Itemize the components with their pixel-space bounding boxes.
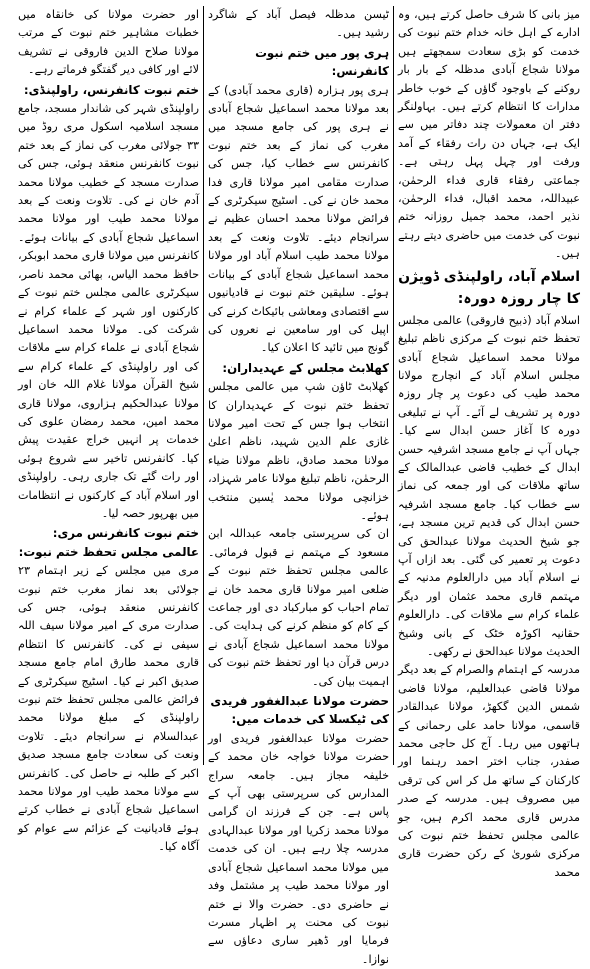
paragraph: کھلابٹ ٹاؤن شپ میں عالمی مجلس تحفظ ختم نبوت کے عہدیداران کا انتخاب ہوا جس کے تحت امیر مولانا غازی علم الدین شہید، ناظم اعلیٰ مولانا محمد صادق، ناظم مولانا ضیاء الرحمٰن، ناظم تبلیغ مولانا عامر شہزاد، خزانچی مولانا محمد یٰسین منتخب ہوئے۔	[208, 380, 389, 522]
column-left	[14, 6, 204, 854]
paragraph: ٹیسن مدظلہ فیصل آباد کے شاگرد رشید ہیں۔	[208, 8, 389, 40]
column-middle	[204, 6, 394, 966]
section-heading: ختم نبوت کانفرنس مری: عالمی مجلس تحفظ ختم نبوت:	[18, 526, 199, 559]
paragraph: ہری پور ہزارہ (قاری محمد آبادی) کے بعد مولانا محمد اسماعیل شجاع آبادی نے ہری پور کی جامع مسجد میں مغرب کی نماز کے بعد ختم نبوت کانفرنس سے خطاب کیا، جس کی صدارت مقامی امیر مولانا قاری فدا محمد خان نے کی۔ اسٹیج سیکرٹری کے فرائض مولانا محمد احسان عظیم نے سرانجام دیئے۔ تلاوت ونعت کے بعد مولانا محمد طیب اسلام آباد اور مولانا محمد اسماعیل شجاع آبادی کے بیانات ہوئے۔ سلیقین ختم نبوت نے قادیانیوں سے اقتصادی ومعاشی بائیکاٹ کرنے کی اپیل کی اور سامعین نے نعروں کی گونج میں تائید کا اعلان کیا۔	[208, 83, 389, 355]
section-heading: ہری پور میں ختم نبوت کانفرنس:	[255, 45, 389, 79]
paragraph: اور حضرت مولانا کی خانقاہ میں خطبات مشاہیر ختم نبوت کے مرتب مولانا صلاح الدین فاروقی نے تشریف لائے اور کافی دیر گفتگو فرماتے رہے۔	[18, 8, 199, 77]
paragraph: میز بانی کا شرف حاصل کرتے ہیں، وہ ادارے کے اہل خانہ خدام ختم نبوت کی خدمت کو بڑی سعادت سمجھتے ہیں مولانا شجاع آبادی مدظلہ کے بار بار روکنے کے باوجود گاؤں کے خوب خاطر مدارات کا انتظام کرتے ہیں۔ بہاولنگر دفتر ان معمولات چند دفاتر میں سے ایک ہے، جہاں دن رات رفقاء کے آمد ورفت اور چہل پہل رہتی ہے۔ جماعتی رفقاء قاری فداء الرحمٰن، عبیداللہ، محمد اقبال، فداء الرحمٰن، نذیر احمد، محمد جمیل روزانہ ختم نبوت کی خدمت میں حاضری دیتے رہتے ہیں۔	[398, 8, 580, 261]
section-heading: ختم نبوت کانفرنس، راولپنڈی:	[23, 82, 199, 97]
paragraph: راولپنڈی شہر کی شاندار مسجد، جامع مسجد اسلامیہ اسکول مری روڈ میں ۳۳ جولائی مغرب کی نماز کے بعد ختم نبوت کانفرنس منعقد ہوئی، جس کی صدارت مسجد کے خطیب مولانا محمد آدم خان نے کی۔ تلاوت ونعت کے بعد مولانا محمد طیب اور مولانا محمد اسماعیل شجاع آبادی کے بیانات ہوئے۔ کانفرنس میں مولانا قاری محمد ابوبکر، حافظ محمد الیاس، بھائی محمد ناصر، سیکرٹری عالمی مجلس ختم نبوت کے کارکنوں اور شہر کے علماء کرام نے شرکت کی۔ مولانا محمد اسماعیل شجاع آبادی نے علماء کرام سے ملاقات کی اور راولپنڈی کے علماء کرام سے شیخ القرآن مولانا غلام اللہ خان اور مولانا عبدالحکیم ہزاروی، مولانا قاری محمد امین، محمد رمضان علوی کی خدمات پر انہیں خراج عقیدت پیش کیا۔ کانفرنس تاخیر سے شروع ہوئی اور رات گئے تک جاری رہی۔ راولپنڈی اور اسلام آباد کے کارکنوں نے انتظامات میں بھرپور حصہ لیا۔	[18, 102, 199, 520]
paragraph: ان کی سرپرستی جامعہ عبداللہ ابن مسعود کے مہتمم نے قبول فرمائی۔ عالمی مجلس تحفظ ختم نبوت کے ضلعی امیر مولانا قاری محمد خان نے تمام احباب کو مبارکباد دی اور جماعت کے کام کو منظم کرنے کی ہدایت کی۔ مولانا محمد اسماعیل شجاع آبادی نے درس قرآن دیا اور تحفظ ختم نبوت کی اہمیت بیان کی۔	[208, 527, 389, 688]
section-heading: اسلام آباد، راولپنڈی ڈویژن کا چار روزہ دورہ:	[398, 268, 580, 307]
paragraph: مدرسہ کے اہتمام والصرام کے بعد دیگر مولانا قاضی عبدالعلیم، مولانا قاضی شمس الدین گکھڑ، مولانا عبدالقادر قاسمی، مولانا حامد علی رحمانی کے ہاتھوں میں رہا۔ آج کل حاجی محمد صفدر، جناب اختر احمد رہنما اور کارکنان کے ساتھ مل کر اس کی ترقی میں مصروف ہیں۔ مدرسہ کے صدر مدرس قاری محمد اکرم ہیں، جو عالمی مجلس تحفظ ختم نبوت کی مرکزی شوریٰ کے رکن حضرت قاری محمد	[398, 663, 580, 879]
section-heading: حضرت مولانا عبدالغفور فریدی کی ٹیکسلا کی خدمات میں:	[210, 694, 389, 727]
column-right	[394, 6, 584, 879]
section-heading: کھلابٹ مجلس کے عہدیداران:	[222, 360, 389, 375]
paragraph: مری میں مجلس کے زیر اہتمام ۲۳ جولائی بعد نماز مغرب ختم نبوت کانفرنس منعقد ہوئی، جس کی صدارت مری کے امیر مولانا سیف اللہ سیفی نے کی۔ کانفرنس کا انتظام قاری محمد طارق امام جامع مسجد صدیق اکبر نے کیا۔ اسٹیج سیکرٹری کے فرائض عالمی مجلس تحفظ ختم نبوت راولپنڈی کے مبلغ مولانا محمد عبدالسلام نے سرانجام دیئے۔ تلاوت ونعت کی سعادت جامع مسجد صدیق اکبر کے طلبہ نے حاصل کی۔ کانفرنس سے مولانا محمد طیب اور مولانا محمد اسماعیل شجاع آبادی نے خطاب کرتے ہوئے قادیانیت کے عزائم سے عوام کو آگاہ کیا۔	[18, 564, 199, 854]
paragraph: حضرت مولانا عبدالغفور فریدی اور حضرت مولانا خواجہ خان محمد کے خلیفہ مجاز ہیں۔ جامعہ سراج المدارس کی سرپرستی بھی آپ کے پاس ہے۔ جن کے فرزند ان گرامی مولانا محمد زکریا اور مولانا عبدالہادی مدرسہ چلا رہے ہیں۔ ان کی خدمت میں مولانا محمد اسماعیل شجاع آبادی اور مولانا محمد طیب پر مشتمل وفد نے حاضری دی۔ حضرت والا نے ختم نبوت کی محنت پر اظہار مسرت فرمایا اور ڈھیر ساری دعاؤں سے نوازا۔	[208, 731, 389, 966]
paragraph: اسلام آباد (ذبیح فاروقی) عالمی مجلس تحفظ ختم نبوت کے مرکزی ناظم تبلیغ مولانا محمد اسماعیل شجاع آبادی مجلس اسلام آباد کے انچارج مولانا محمد طیب کی دعوت پر چار روزہ دورہ پر تشریف لے آئے۔ آپ نے تبلیغی دورہ کا آغاز حسن ابدال سے کیا۔ جہاں آپ نے جامع مسجد اشرفیہ حسن ابدال کے خطیب قاضی عبدالمالک کے ساتھ ملاقات کی اور جمعہ کی نماز سے خطاب کیا۔ جامع مسجد اشرفیہ حسن ابدال کی قدیم ترین مسجد ہے، جو شیخ الحدیث مولانا عبدالحق کی دعوت پر تعمیر کی گئی۔ بعد ازاں آپ نے اسلام آباد میں دارالعلوم مدنیہ کے مہتمم قاری محمد عثمان اور دیگر علماء کرام سے ملاقات کی۔ دارالعلوم حقانیہ اکوڑہ خٹک کے بانی وشیخ الحدیث مولانا عبدالحق نے رکھی۔	[398, 313, 580, 658]
